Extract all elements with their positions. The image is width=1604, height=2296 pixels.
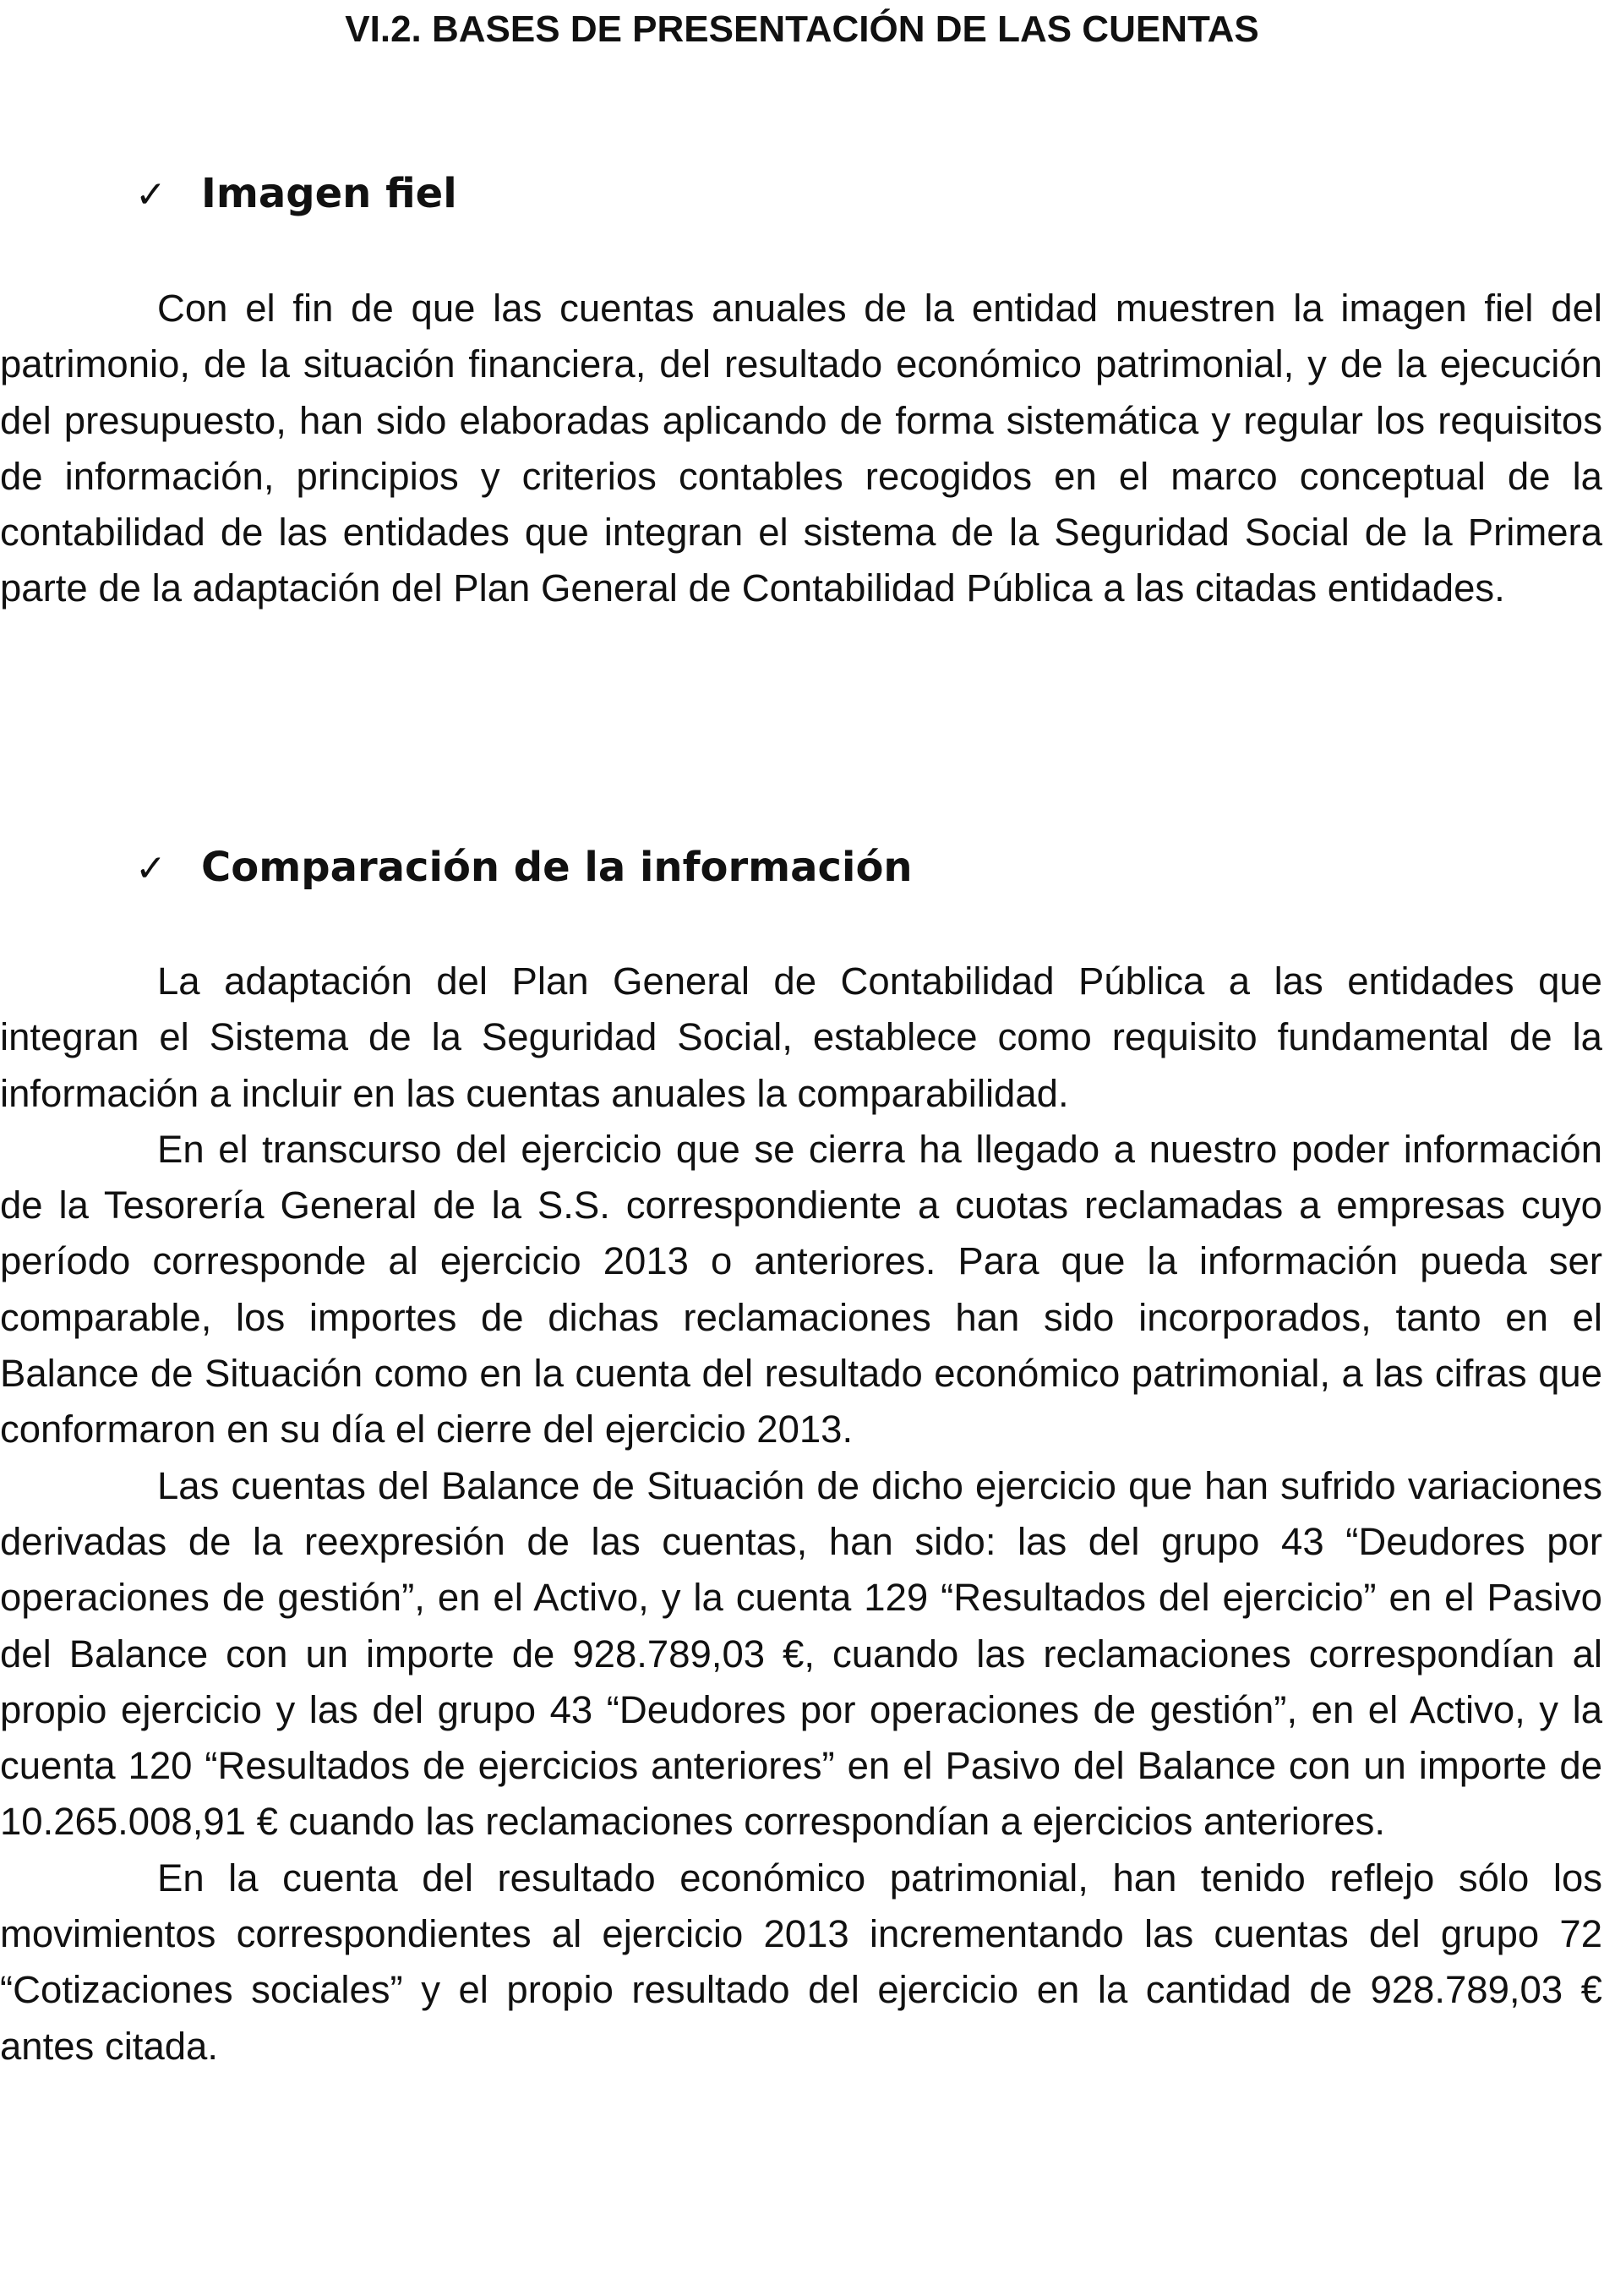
checkmark-icon: ✓	[135, 173, 166, 216]
paragraph: Con el fin de que las cuentas anuales de la entidad muestren la imagen fiel del patrimonio, de la situación financiera, del resultado económico patrimonial, y de la ejecución del presupuesto, han sido elaboradas aplicando de forma sistemática y regular los requisitos de información, principios y criterios contables recogidos en el marco conceptual de la contabilidad de las entidades que integran el sistema de la Seguridad Social de la Primera parte de la adaptación del Plan General de Contabilidad Pública a las citadas entidades.	[0, 287, 1602, 610]
section-heading-label: Imagen fiel	[201, 170, 457, 217]
paragraph: En el transcurso del ejercicio que se cierra ha llegado a nuestro poder información de la Tesorería General de la S.S. correspondiente a cuotas reclamadas a empresas cuyo período corresponde al ejercicio 2013 o anteriores. Para que la información pueda ser comparable, los importes de dichas reclamaciones han sido incorporados, tanto en el Balance de Situación como en la cuenta del resultado económico patrimonial, a las cifras que conformaron en su día el cierre del ejercicio 2013.	[0, 1127, 1602, 1451]
section-heading-comparacion	[135, 842, 913, 894]
paragraph: Las cuentas del Balance de Situación de dicho ejercicio que han sufrido variaciones derivadas de la reexpresión de las cuentas, han sido: las del grupo 43 “Deudores por operaciones de gestión”, en el Activo, y la cuenta 129 “Resultados del ejercicio” en el Pasivo del Balance con un importe de 928.789,03 €, cuando las reclamaciones correspondían al propio ejercicio y las del grupo 43 “Deudores por operaciones de gestión”, en el Activo, y la cuenta 120 “Resultados de ejercicios anteriores” en el Pasivo del Balance con un importe de 10.265.008,91 € cuando las reclamaciones correspondían a ejercicios anteriores.	[0, 1463, 1602, 1844]
section-heading-imagen-fiel	[135, 168, 457, 221]
paragraph: En la cuenta del resultado económico patrimonial, han tenido reflejo sólo los movimientos correspondientes al ejercicio 2013 incrementando las cuentas del grupo 72 “Cotizaciones sociales” y el propio resultado del ejercicio en la cantidad de 928.789,03 € antes citada.	[0, 1856, 1602, 2068]
checkmark-icon: ✓	[135, 847, 166, 890]
section-body-comparacion	[0, 954, 1602, 2075]
page-title: VI.2. BASES DE PRESENTACIÓN DE LAS CUENTAS	[345, 8, 1259, 50]
section-heading-label: Comparación de la información	[201, 844, 913, 891]
paragraph: La adaptación del Plan General de Contabilidad Pública a las entidades que integran el Sistema de la Seguridad Social, establece como requisito fundamental de la información a incluir en las cuentas anuales la comparabilidad.	[0, 959, 1602, 1115]
section-body-imagen-fiel	[0, 281, 1602, 617]
